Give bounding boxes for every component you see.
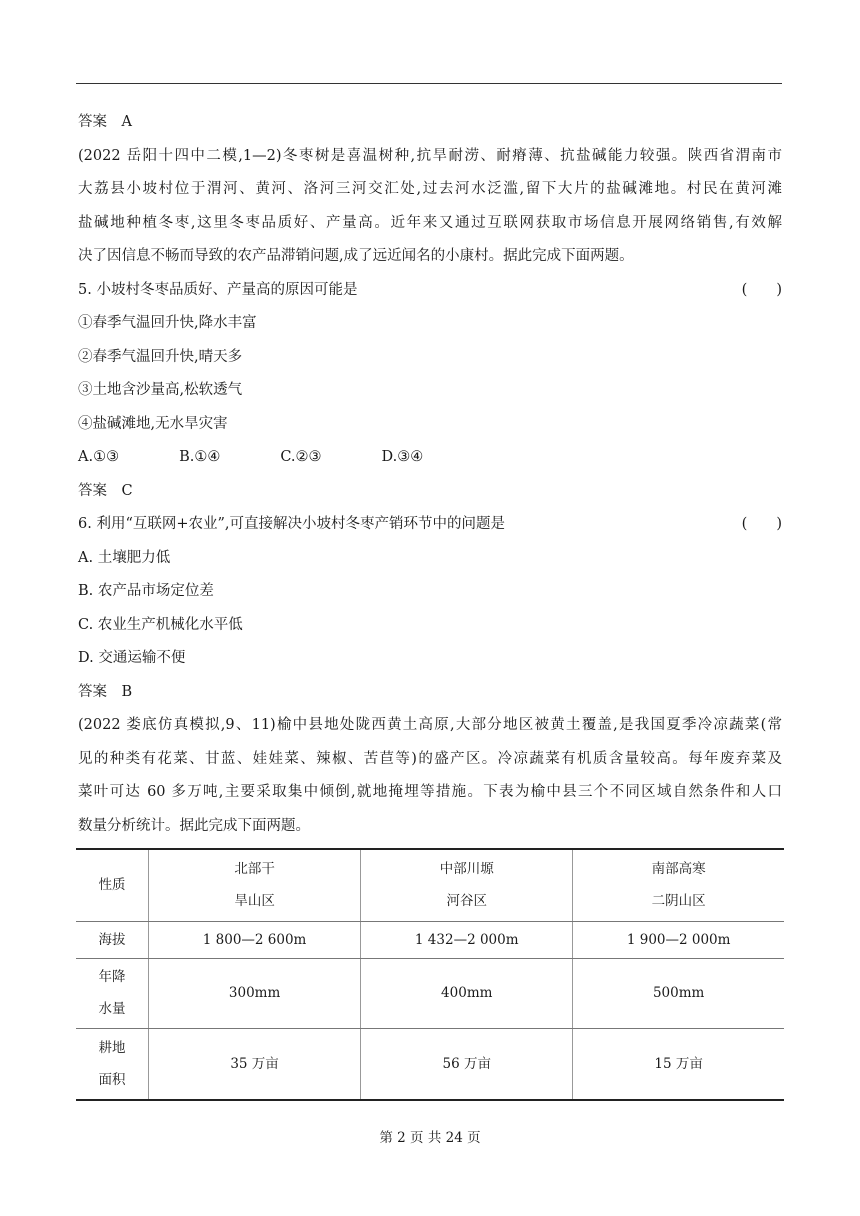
table-cell: 300mm — [149, 958, 361, 1028]
passage-line: 盐碱地种植冬枣,这里冬枣品质好、产量高。近年来又通过互联网获取市场信息开展网络销售,有效解 — [78, 214, 782, 231]
question-6 — [78, 508, 782, 709]
question-5 — [78, 274, 782, 509]
question-stem: 6. 利用“互联网+农业”,可直接解决小坡村冬枣产销环节中的问题是 — [78, 516, 506, 532]
passage-line: (2022 岳阳十四中二模,1—2)冬枣树是喜温树种,抗旱耐涝、耐瘠薄、抗盐碱能力较强。陕西省渭南市 — [78, 147, 782, 164]
option-d[interactable]: D.③④ — [381, 449, 424, 465]
table-cell: 400mm — [361, 958, 573, 1028]
option-a[interactable]: A. 土壤肥力低 — [78, 549, 171, 566]
option-c[interactable]: C. 农业生产机械化水平低 — [78, 616, 243, 633]
passage-line: 大荔县小坡村位于渭河、黄河、洛河三河交汇处,过去河水泛滥,留下大片的盐碱滩地。村民在黄河滩 — [78, 181, 782, 197]
statement-item: ③土地含沙量高,松软透气 — [78, 382, 243, 398]
answer-bracket: ( ) — [741, 281, 782, 298]
table-header-cell: 性质 — [76, 849, 149, 921]
row-label: 耕地 面积 — [76, 1028, 149, 1100]
table-row — [76, 1028, 784, 1100]
table-cell: 1 900—2 000m — [573, 921, 784, 958]
option-b[interactable]: B. 农产品市场定位差 — [78, 583, 214, 599]
passage-line: 见的种类有花菜、甘蓝、娃娃菜、辣椒、苦苣等)的盛产区。冷凉蔬菜有机质含量较高。每年废弃菜及 — [78, 750, 782, 767]
statement-item: ②春季气温回升快,晴天多 — [78, 348, 243, 365]
table-cell: 35 万亩 — [149, 1028, 361, 1100]
table-header-cell: 北部干 旱山区 — [149, 849, 361, 921]
previous-answer: 答案 A — [78, 114, 132, 130]
table-cell: 1 800—2 600m — [149, 921, 361, 958]
table-row — [76, 958, 784, 1028]
passage-2 — [78, 709, 782, 843]
table-cell: 500mm — [573, 958, 784, 1028]
question-stem: 5. 小坡村冬枣品质好、产量高的原因可能是 — [78, 281, 358, 298]
answer-line: 答案 C — [78, 482, 133, 499]
document-body — [78, 106, 782, 843]
table-header-cell: 南部高寒 二阴山区 — [573, 849, 784, 921]
passage-line: 菜叶可达 60 多万吨,主要采取集中倾倒,就地掩埋等措施。下表为榆中县三个不同区域自然条件和人口 — [78, 784, 782, 800]
option-b[interactable]: B.①④ — [179, 449, 221, 465]
option-a[interactable]: A.①③ — [78, 449, 120, 465]
options-row — [78, 441, 782, 475]
region-stats-table — [76, 848, 784, 1101]
table-cell: 56 万亩 — [361, 1028, 573, 1100]
row-label: 年降 水量 — [76, 958, 149, 1028]
header-rule — [76, 83, 782, 84]
passage-line: 决了因信息不畅而导致的农产品滞销问题,成了远近闻名的小康村。据此完成下面两题。 — [78, 248, 634, 264]
answer-line: 答案 B — [78, 683, 133, 700]
answer-bracket: ( ) — [741, 516, 782, 532]
statement-item: ①春季气温回升快,降水丰富 — [78, 315, 257, 331]
statement-item: ④盐碱滩地,无水旱灾害 — [78, 415, 228, 432]
passage-1 — [78, 140, 782, 274]
table-cell: 15 万亩 — [573, 1028, 784, 1100]
option-d[interactable]: D. 交通运输不便 — [78, 650, 186, 666]
table-cell: 1 432—2 000m — [361, 921, 573, 958]
page-footer: 第 2 页 共 24 页 — [379, 1130, 481, 1146]
table-row — [76, 921, 784, 958]
row-label: 海拔 — [76, 921, 149, 958]
option-c[interactable]: C.②③ — [280, 449, 322, 465]
table-header-cell: 中部川塬 河谷区 — [361, 849, 573, 921]
passage-line: (2022 娄底仿真模拟,9、11)榆中县地处陇西黄土高原,大部分地区被黄土覆盖,是我国夏季冷凉蔬菜(常 — [78, 717, 782, 733]
table-header-row — [76, 849, 784, 921]
passage-line: 数量分析统计。据此完成下面两题。 — [78, 817, 310, 834]
